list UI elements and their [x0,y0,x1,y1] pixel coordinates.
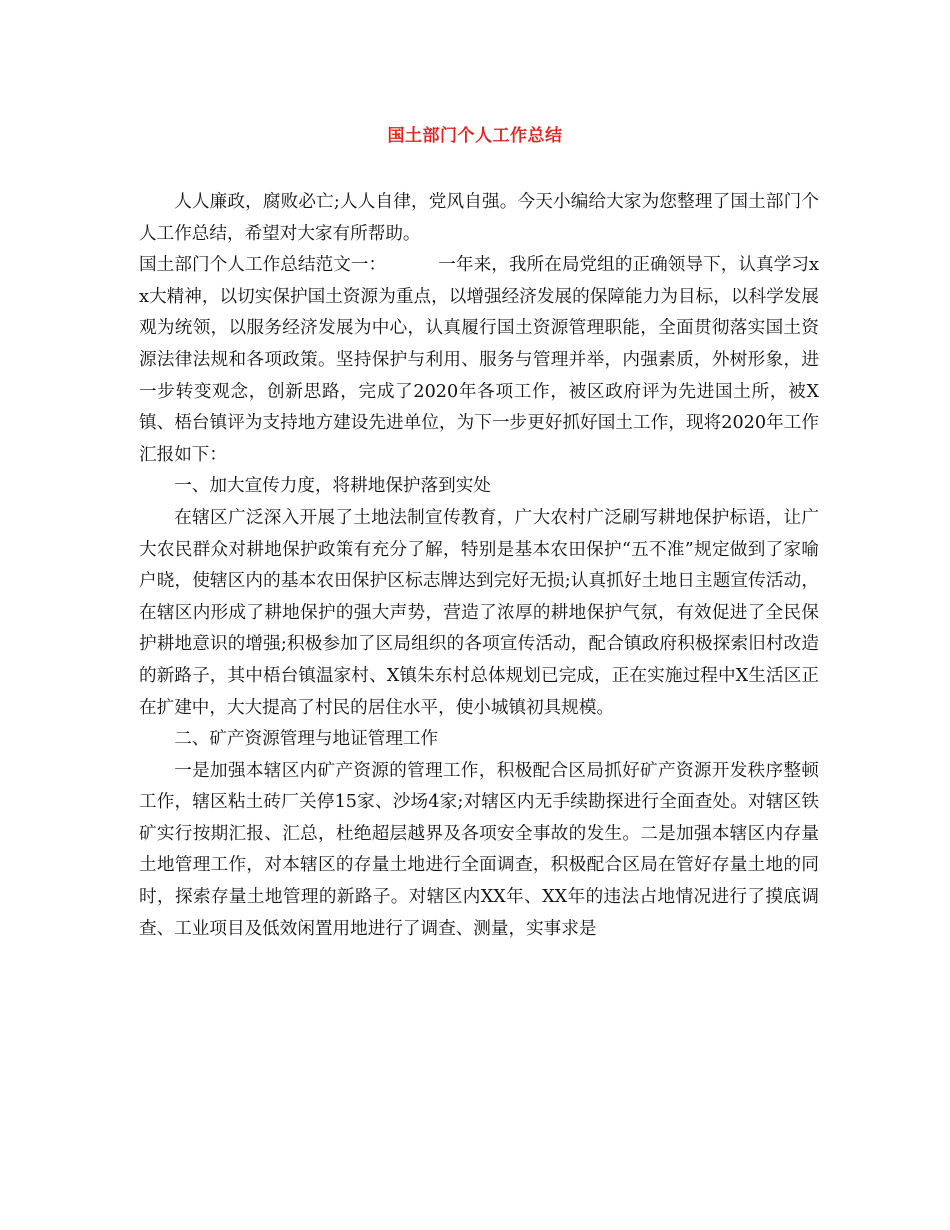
document-title: 国土部门个人工作总结 [387,126,563,146]
sample-text: 一年来，我所在局党组的正确领导下，认真学习xx大精神，以切实保护国土资源为重点，以增强经济发展的保障能力为目标，以科学发展观为统领，以服务经济发展为中心，认真履行国土资源管理职能，全面贯彻落实国土资源法律法规和各项政策。坚持保护与利用、服务与管理并举，内强素质，外树形象，进一步转变观念，创新思路，完成了2020年各项工作，被区政府评为先进国土所，被X镇、梧台镇评为支持地方建设先进单位，为下一步更好抓好国土工作，现将2020年工作汇报如下： [139,255,819,465]
intro-paragraph: 人人廉政，腐败必亡;人人自律，党风自强。今天小编给大家为您整理了国土部门个人工作总结，希望对大家有所帮助。 [139,192,819,244]
section-2-paragraph: 一是加强本辖区内矿产资源的管理工作，积极配合区局抓好矿产资源开发秩序整顿工作，辖区粘土砖厂关停15家、沙场4家;对辖区内无手续勘探进行全面查处。对辖区铁矿实行按期汇报、汇总，杜绝超层越界及各项安全事故的发生。二是加强本辖区内存量土地管理工作，对本辖区的存量土地进行全面调查，积极配合区局在管好存量土地的同时，探索存量土地管理的新路子。对辖区内XX年、XX年的违法占地情况进行了摸底调查、工业项目及低效闲置用地进行了调查、测量，实事求是 [139,760,819,939]
sample-label: 国土部门个人工作总结范文一： [139,255,387,276]
section-2-heading: 二、矿产资源管理与地证管理工作 [174,729,439,750]
section-1-heading: 一、加大宣传力度，将耕地保护落到实处 [174,476,491,497]
section-1-paragraph: 在辖区广泛深入开展了土地法制宣传教育，广大农村广泛刷写耕地保护标语，让广大农民群众对耕地保护政策有充分了解，特别是基本农田保护“五不准”规定做到了家喻户晓，使辖区内的基本农田保护区标志牌达到完好无损;认真抓好土地日主题宣传活动，在辖区内形成了耕地保护的强大声势，营造了浓厚的耕地保护气氛，有效促进了全民保护耕地意识的增强;积极参加了区局组织的各项宣传活动，配合镇政府积极探索旧村改造的新路子，其中梧台镇温家村、X镇朱东村总体规划已完成，正在实施过程中X生活区正在扩建中，大大提高了村民的居住水平，使小城镇初具规模。 [139,507,819,718]
sample-paragraph [139,250,819,471]
document-body [139,187,819,945]
